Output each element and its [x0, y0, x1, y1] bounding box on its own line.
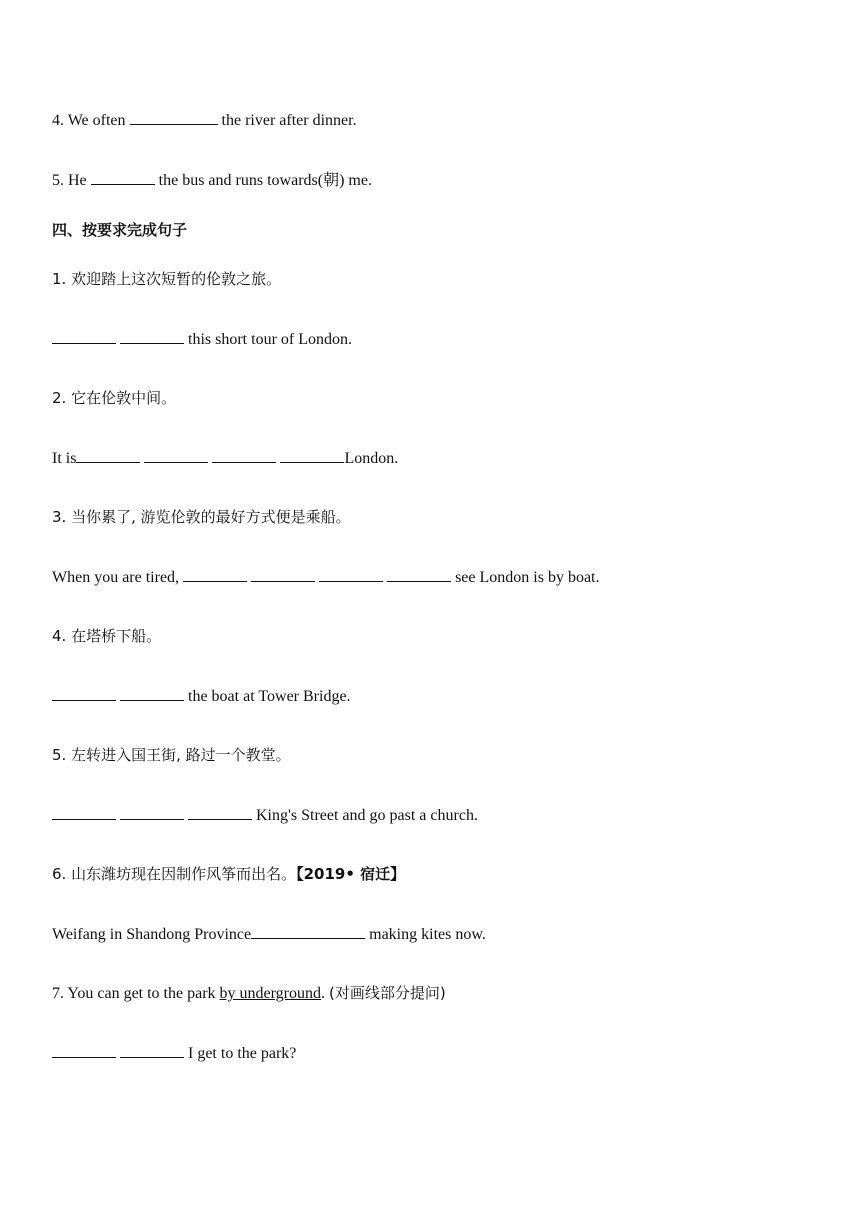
answer-blank[interactable] — [130, 110, 218, 125]
sentence-text: the river after dinner. — [221, 112, 357, 129]
item-2-chinese — [52, 388, 830, 408]
instruction-note: (对画线部分提问) — [329, 984, 446, 1002]
sentence-text: You can get to the park — [67, 985, 216, 1002]
answer-blank[interactable] — [319, 567, 383, 582]
question-number: 2. — [52, 389, 67, 407]
answer-blank[interactable] — [120, 329, 184, 344]
answer-blank[interactable] — [212, 448, 276, 463]
sentence-text: He — [68, 172, 87, 189]
item-2-english — [52, 448, 830, 469]
answer-blank[interactable] — [251, 924, 365, 939]
question-number: 3. — [52, 508, 67, 526]
item-6-chinese — [52, 864, 830, 884]
answer-blank[interactable] — [76, 448, 140, 463]
answer-blank[interactable] — [52, 686, 116, 701]
answer-blank[interactable] — [188, 805, 252, 820]
question-number: 4. — [52, 627, 67, 645]
sentence-text: London. — [344, 450, 399, 467]
sentence-punctuation: . — [321, 985, 325, 1002]
answer-blank[interactable] — [91, 170, 155, 185]
item-3-chinese — [52, 507, 830, 527]
underlined-phrase: by underground — [219, 985, 321, 1002]
question-number: 7. — [52, 985, 64, 1002]
question-number: 6. — [52, 865, 67, 883]
item-7-prompt — [52, 983, 830, 1004]
answer-blank[interactable] — [120, 1043, 184, 1058]
sentence-text: We often — [67, 112, 126, 129]
chinese-sentence: 山东潍坊现在因制作风筝而出名。 — [71, 865, 297, 883]
chinese-sentence: 它在伦敦中间。 — [71, 389, 177, 407]
answer-blank[interactable] — [280, 448, 344, 463]
chinese-sentence: 当你累了, 游览伦敦的最好方式便是乘船。 — [71, 508, 351, 526]
sentence-text: King's Street and go past a church. — [256, 807, 478, 824]
section-heading: 四、按要求完成句子 — [52, 221, 188, 239]
answer-blank[interactable] — [52, 1043, 116, 1058]
sentence-text: the boat at Tower Bridge. — [188, 688, 351, 705]
answer-blank[interactable] — [251, 567, 315, 582]
item-7-english — [52, 1043, 830, 1064]
question-number: 5. — [52, 172, 64, 189]
chinese-sentence: 在塔桥下船。 — [71, 627, 162, 645]
sentence-text: Weifang in Shandong Province — [52, 926, 252, 943]
answer-blank[interactable] — [387, 567, 451, 582]
item-4-chinese — [52, 626, 830, 646]
answer-blank[interactable] — [52, 805, 116, 820]
answer-blank[interactable] — [52, 329, 116, 344]
item-3-english — [52, 567, 830, 588]
item-6-english — [52, 924, 830, 945]
sentence-text: the bus and runs towards(朝) me. — [158, 172, 372, 189]
sentence-text: see London is by boat. — [455, 569, 600, 586]
answer-blank[interactable] — [120, 686, 184, 701]
source-tag: 【2019• 宿迁】 — [296, 865, 406, 883]
answer-blank[interactable] — [183, 567, 247, 582]
sentence-text: making kites now. — [369, 926, 486, 943]
item-5-chinese — [52, 745, 830, 765]
answer-blank[interactable] — [120, 805, 184, 820]
chinese-sentence: 左转进入国王街, 路过一个教堂。 — [71, 746, 291, 764]
answer-blank[interactable] — [144, 448, 208, 463]
item-1-english — [52, 329, 830, 350]
question-number: 5. — [52, 746, 67, 764]
question-number: 4. — [52, 112, 64, 129]
question-number: 1. — [52, 270, 67, 288]
sentence-text: When you are tired, — [52, 569, 180, 586]
item-1-chinese — [52, 269, 830, 289]
sentence-text: It is — [52, 450, 77, 467]
sentence-text: I get to the park? — [188, 1045, 297, 1062]
sentence-text: this short tour of London. — [188, 331, 352, 348]
item-5-english — [52, 805, 830, 826]
chinese-sentence: 欢迎踏上这次短暂的伦敦之旅。 — [71, 270, 282, 288]
item-4-english — [52, 686, 830, 707]
exercise-5-fill-blank — [52, 170, 830, 191]
exercise-4-fill-blank — [52, 110, 830, 131]
